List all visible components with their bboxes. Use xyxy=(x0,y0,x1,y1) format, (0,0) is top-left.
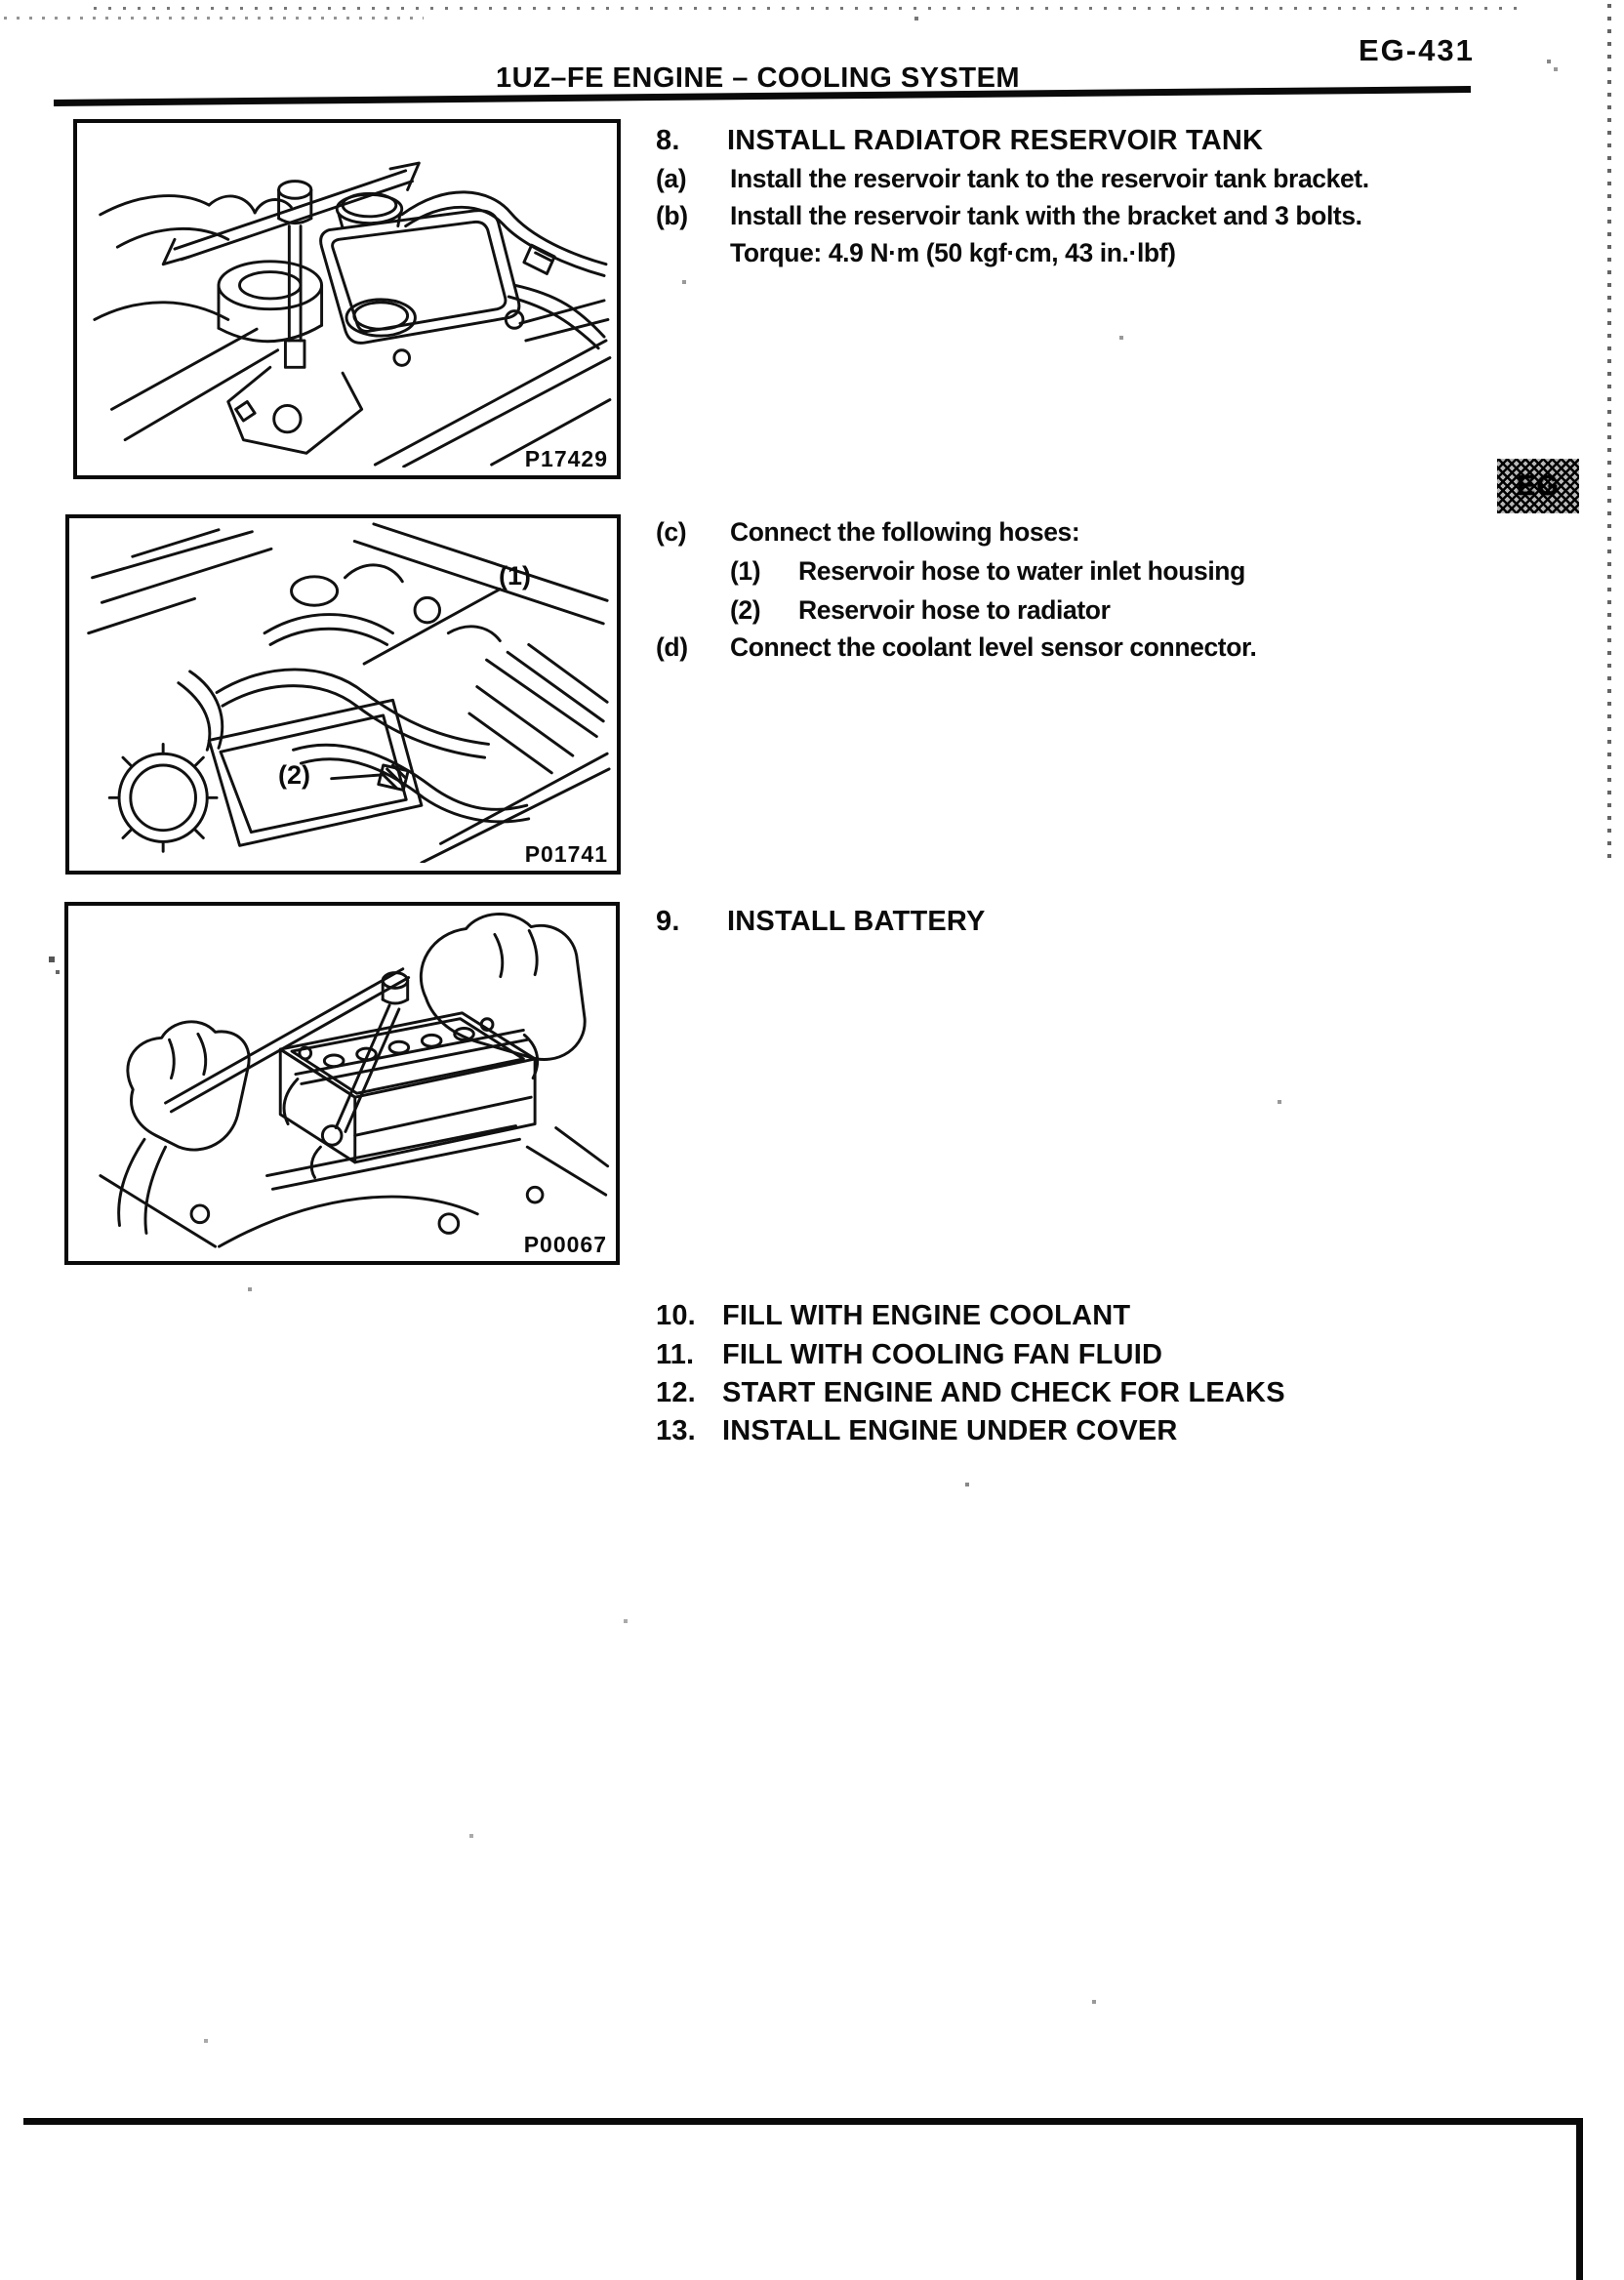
figure-hose-connections xyxy=(65,514,621,875)
step-8c xyxy=(656,517,1079,548)
battery-install-illustration xyxy=(68,906,616,1253)
substep-text: Install the reservoir tank with the bracket and 3 bolts. xyxy=(730,201,1362,230)
scan-dotted-line-right-edge xyxy=(1607,4,1611,861)
step-number: 10. xyxy=(656,1300,696,1331)
step-number: 13. xyxy=(656,1415,696,1446)
substep-text: Connect the coolant level sensor connector. xyxy=(730,632,1257,662)
section-tab xyxy=(1497,459,1579,513)
torque-spec: Torque: 4.9 N·m (50 kgf·cm, 43 in.·lbf) xyxy=(730,238,1176,267)
step-8c-1 xyxy=(730,556,1245,587)
hose-item-label: (1) xyxy=(730,556,761,586)
bottom-rule xyxy=(23,2118,1583,2125)
step-8-torque xyxy=(730,238,1176,268)
section-tab-label: EG xyxy=(1517,469,1560,502)
figure-code: P01741 xyxy=(524,841,608,867)
substep-label: (c) xyxy=(656,517,687,547)
step-12-heading xyxy=(656,1377,1285,1409)
step-11-heading xyxy=(656,1339,1162,1371)
callout-1-label: (1) xyxy=(499,561,531,590)
step-title: START ENGINE AND CHECK FOR LEAKS xyxy=(722,1377,1285,1408)
scan-dotted-line-top xyxy=(94,7,1528,10)
step-8b xyxy=(656,201,1362,231)
hose-item-text: Reservoir hose to radiator xyxy=(798,595,1111,625)
step-9-heading xyxy=(656,906,986,938)
hose-item-label: (2) xyxy=(730,595,761,625)
bottom-right-edge-line xyxy=(1576,2121,1583,2280)
figure-reservoir-tank-install xyxy=(73,119,621,479)
page-title: 1UZ–FE ENGINE – COOLING SYSTEM xyxy=(496,62,1021,94)
substep-label: (d) xyxy=(656,632,688,662)
step-number: 11. xyxy=(656,1339,695,1370)
page-number: EG-431 xyxy=(1359,33,1475,67)
substep-label: (a) xyxy=(656,164,687,193)
step-8d xyxy=(656,632,1256,663)
step-8-heading xyxy=(656,125,1263,157)
step-title: INSTALL BATTERY xyxy=(727,906,986,937)
step-13-heading xyxy=(656,1415,1178,1447)
hose-connections-illustration xyxy=(69,518,617,863)
substep-label: (b) xyxy=(656,201,688,230)
substep-text: Connect the following hoses: xyxy=(730,517,1080,547)
step-title: FILL WITH COOLING FAN FLUID xyxy=(722,1339,1163,1370)
hose-item-text: Reservoir hose to water inlet housing xyxy=(798,556,1245,586)
step-number: 9. xyxy=(656,906,680,937)
figure-code: P17429 xyxy=(524,446,608,471)
step-10-heading xyxy=(656,1300,1130,1332)
callout-2-label: (2) xyxy=(278,760,310,790)
step-title: INSTALL RADIATOR RESERVOIR TANK xyxy=(727,125,1264,156)
step-title: INSTALL ENGINE UNDER COVER xyxy=(722,1415,1178,1446)
figure-battery-install xyxy=(64,902,620,1265)
step-number: 12. xyxy=(656,1377,696,1408)
step-8c-2 xyxy=(730,595,1110,626)
step-number: 8. xyxy=(656,125,680,156)
scan-dotted-line-top-left xyxy=(4,17,424,20)
reservoir-tank-illustration xyxy=(77,123,617,468)
step-title: FILL WITH ENGINE COOLANT xyxy=(722,1300,1131,1331)
step-8a xyxy=(656,164,1369,194)
figure-code: P00067 xyxy=(523,1232,607,1257)
scan-speckles xyxy=(0,0,2,2)
substep-text: Install the reservoir tank to the reservoir tank bracket. xyxy=(730,164,1369,193)
